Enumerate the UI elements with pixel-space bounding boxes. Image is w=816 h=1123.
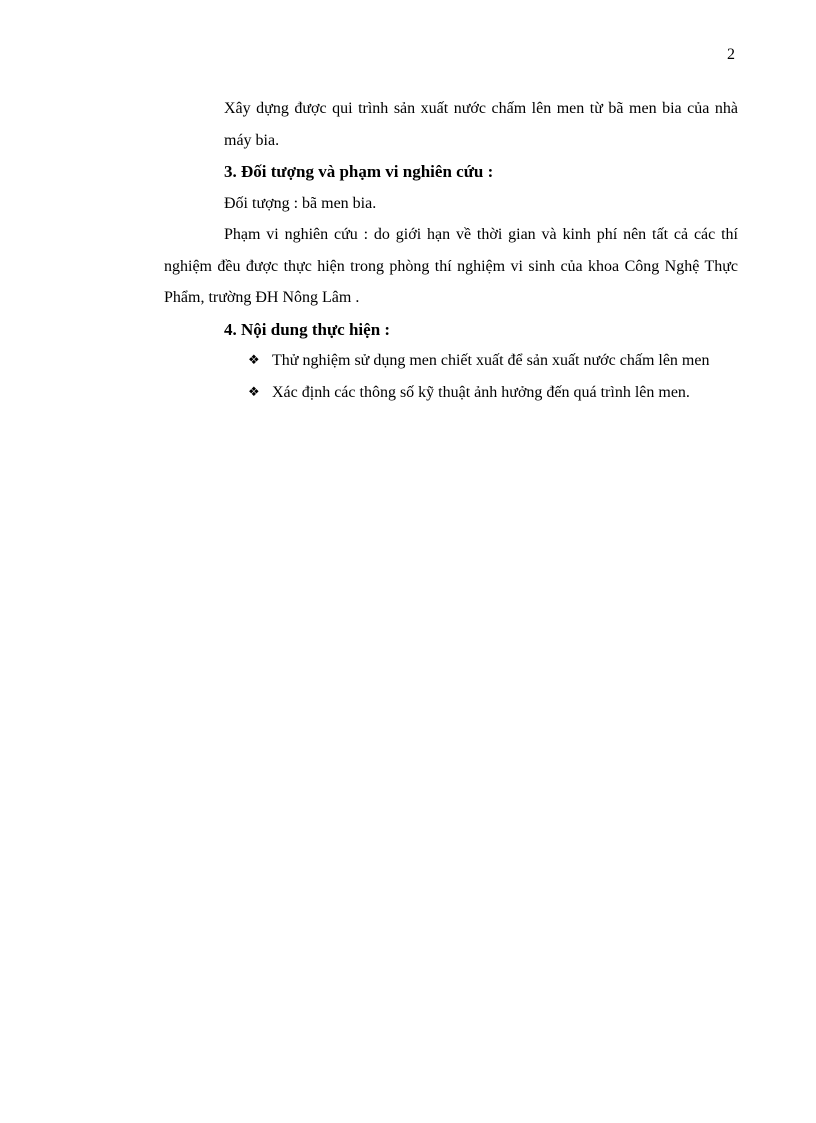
subject-paragraph: Đối tượng : bã men bia. (224, 194, 377, 212)
list-item-text: Thử nghiệm sử dụng men chiết xuất để sản xuất nước chấm lên men (272, 352, 710, 369)
section-4-title: 4. Nội dung thực hiện (224, 319, 381, 339)
scope-paragraph: Phạm vi nghiên cứu : do giới hạn về thời gian và kinh phí nên tất cả các thí nghiệm đều được thực hiện trong phòng thí nghiệm vi sinh của khoa Công Nghệ Thực Phẩm, trường ĐH Nông Lâm . (164, 226, 738, 306)
section-4-suffix: : (380, 319, 391, 339)
diamond-bullet-icon: ❖ (248, 353, 260, 368)
page-number: 2 (727, 46, 735, 63)
section-4-heading (164, 314, 738, 346)
list-item (248, 345, 738, 377)
diamond-bullet-icon: ❖ (248, 384, 260, 400)
list-item-text: Xác định các thông số kỹ thuật ảnh hưởng đến quá trình lên men. (272, 383, 690, 401)
objective-paragraph: Xây dựng được qui trình sản xuất nước chấm lên men từ bã men bia của nhà máy bia. (224, 100, 738, 149)
document-body (164, 93, 738, 408)
section-3-heading (164, 156, 738, 188)
list-item (248, 377, 738, 409)
section-3-suffix: : (483, 162, 494, 181)
section-3-title: 3. Đối tượng và phạm vi nghiên cứu (224, 162, 484, 181)
content-list (164, 345, 738, 408)
